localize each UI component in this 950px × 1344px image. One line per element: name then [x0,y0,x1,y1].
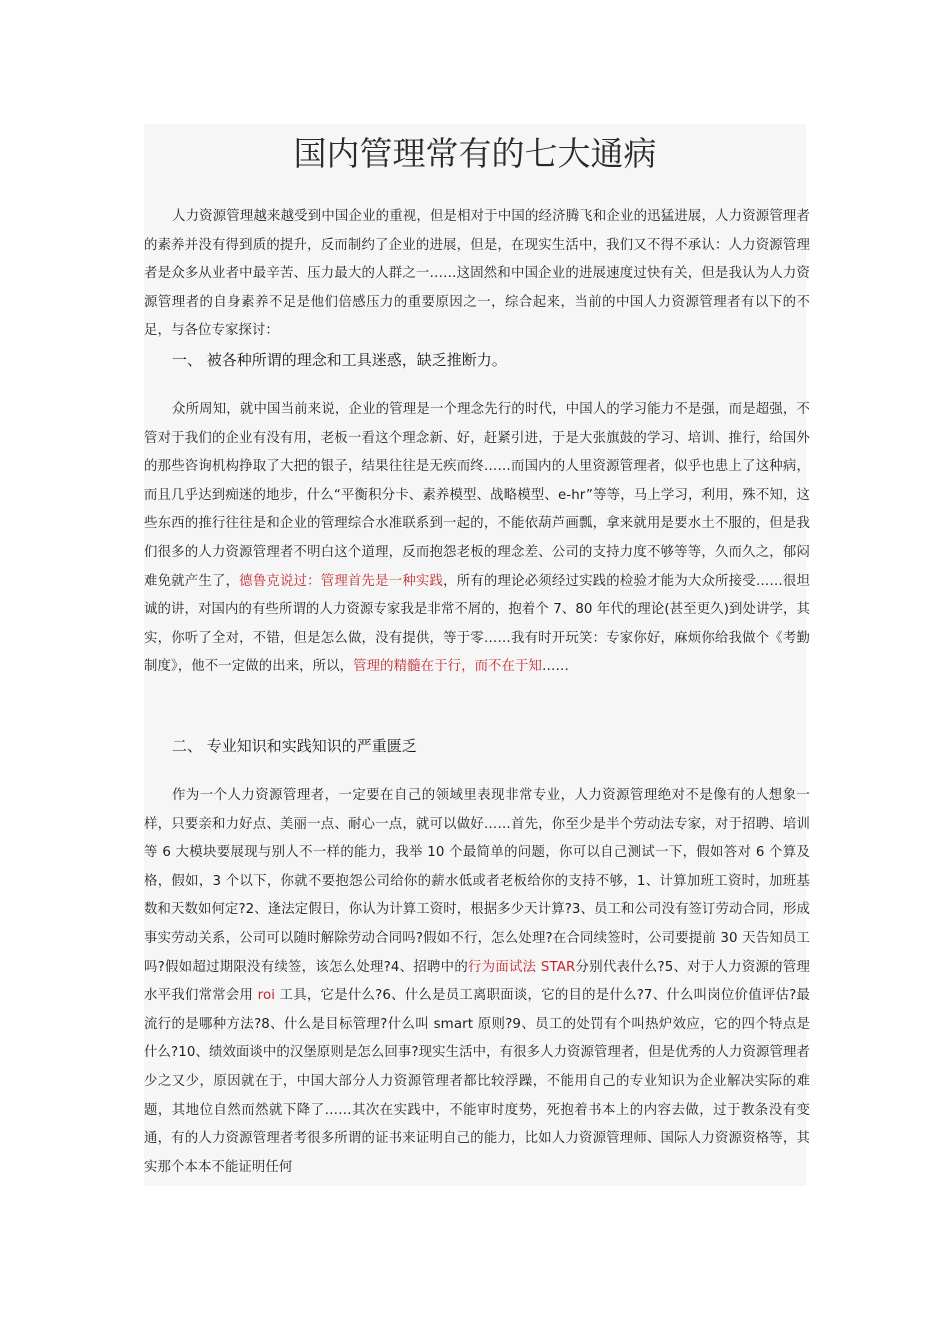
drucker-quote: 德鲁克说过：管理首先是一种实践 [239,573,444,589]
document-title: 国内管理常有的七大通病 [293,134,657,173]
section-heading-1: 一、 被各种所谓的理念和工具迷惑，缺乏推断力。 [172,351,507,369]
roi-term: roi [257,988,276,1004]
section-1-text-c: …… [542,659,570,675]
intro-paragraph: 人力资源管理越来越受到中国企业的重视，但是相对于中国的经济腾飞和企业的迅猛进展，人力资源管理者的素养并没有得到质的提升，反而制约了企业的进展，但是，在现实生活中，我们又不得不承认：人力资源管理者是众多从业者中最辛苦、压力最大的人群之一……这固然和中国企业的进展速度过快有关，但是我认为人力资源管理者的自身素养不足是他们倍感压力的重要原因之一，综合起来，当前的中国人力资源管理者有以下的不足，与各位专家探讨： [144,209,810,339]
section-heading-2: 二、 专业知识和实践知识的严重匮乏 [172,737,417,755]
section-1-text-a: 众所周知，就中国当前来说，企业的管理是一个理念先行的时代，中国人的学习能力不是强，而是超强，不管对于我们的企业有没有用，老板一看这个理念新、好，赶紧引进，于是大张旗鼓的学习、培训、推行，给国外的那些咨询机构挣取了大把的银子，结果往往是无疾而终……而国内的人里资源管理者，似乎也患上了这种病，而且几乎达到痴迷的地步，什么“平衡积分卡、素养模型、战略模型、e-hr”等等，马上学习，利用，殊不知，这些东西的推行往往是和企业的管理综合水准联系到一起的，不能依葫芦画瓢，拿来就用是要水土不服的，但是我们很多的人力资源管理者不明白这个道理，反而抱怨老板的理念差、公司的支持力度不够等等，久而久之，郁闷难免就产生了， [144,402,810,589]
section-1-text-b: ，所有的理论必须经过实践的检验才能为大众所接受……很坦诚的讲，对国内的有些所谓的人力资源专家我是非常不屑的，抱着个 7、80 年代的理论(甚至更久)到处讲学，其实，你听了全对，不错，但是怎么做，没有提供，等于零……我有时开玩笑：专家你好，麻烦你给我做个《考勤制度》，他不一定做的出来，所以， [144,573,811,675]
section-1-paragraph [144,396,810,682]
management-essence-quote: 管理的精髓在于行，而不在于知 [353,659,543,675]
section-2-paragraph [144,782,810,1182]
section-2-text-a: 作为一个人力资源管理者，一定要在自己的领域里表现非常专业，人力资源管理绝对不是像有的人想象一样，只要亲和力好点、美丽一点、耐心一点，就可以做好……首先，你至少是半个劳动法专家，对于招聘、培训等 6 大模块要展现与别人不一样的能力，我举 10 个最简单的问题，你可以自己测试一下，假如答对 6 个算及格，假如，3 个以下，你就不要抱怨公司给你的薪水低或者老板给你的支持不够，1、计算加班工资时，加班基数和天数如何定?2、逢法定假日，你认为计算工资时，根据多少天计算?3、员工和公司没有签订劳动合同，形成事实劳动关系，公司可以随时解除劳动合同吗?假如不行，怎么处理?在合同续签时，公司要提前 30 天告知员工吗?假如超过期限没有续签，该怎么处理?4、招聘中的 [144,788,810,975]
section-2-text-c: 工具，它是什么?6、什么是员工离职面谈，它的目的是什么?7、什么叫岗位价值评估?最流行的是哪种方法?8、什么是目标管理?什么叫 smart 原则?9、员工的处罚有个叫热炉效应，它的四个特点是什么?10、绩效面谈中的汉堡原则是怎么回事?现实生活中，有很多人力资源管理者，但是优秀的人力资源管理者少之又少，原因就在于，中国大部分人力资源管理者都比较浮躁，不能用自己的专业知识为企业解决实际的难题，其地位自然而然就下降了……其次在实践中，不能审时度势，死抱着书本上的内容去做，过于教条没有变通，有的人力资源管理者考很多所谓的证书来证明自己的能力，比如人力资源管理师、国际人力资源资格等，其实那个本本不能证明任何 [144,988,810,1175]
section-2-text-b: 分别代表什么?5、对于人力资源的管理水平我们常常会用 [144,959,810,1004]
star-method-term: 行为面试法 STAR [468,959,576,975]
